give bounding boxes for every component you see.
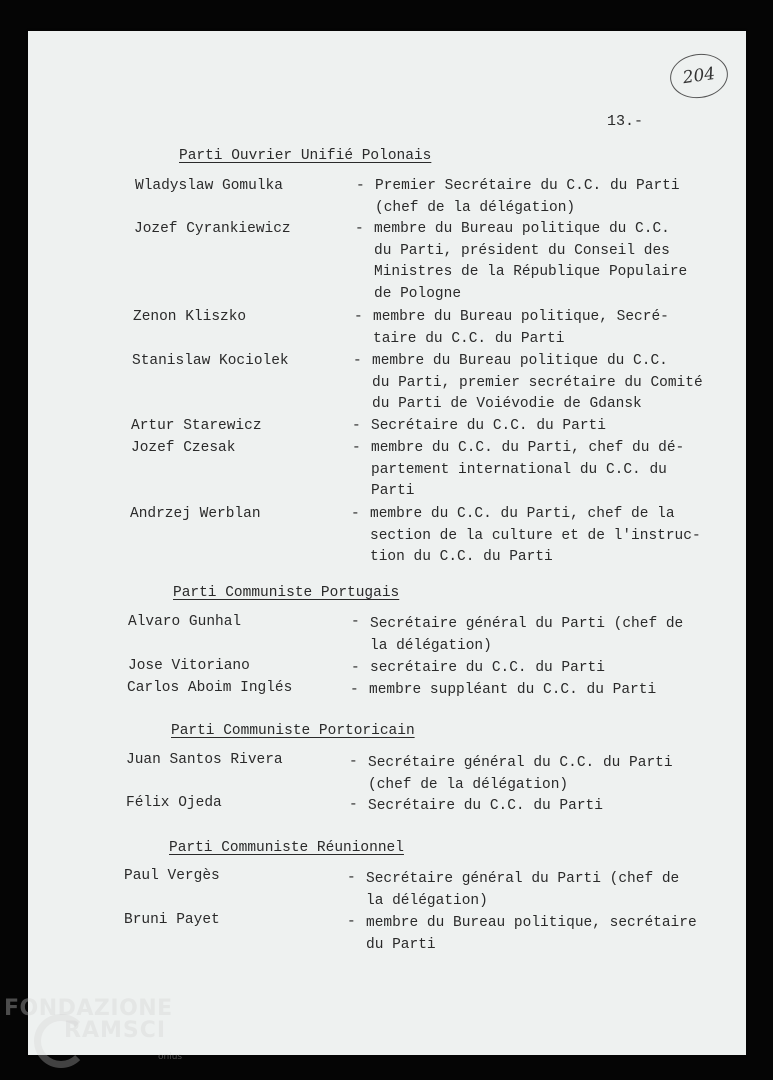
member-role: membre du Bureau politique, Secré- taire du C.C. du Parti	[373, 309, 669, 347]
member-name: Carlos Aboim Inglés	[127, 680, 293, 696]
member-role: Premier Secrétaire du C.C. du Parti (chef de la délégation)	[375, 178, 680, 216]
dash: -	[350, 682, 359, 698]
member-name: Jozef Cyrankiewicz	[134, 221, 291, 237]
dash: -	[352, 440, 361, 456]
member-role: membre suppléant du C.C. du Parti	[369, 682, 657, 698]
member-role: membre du Bureau politique du C.C. du Parti, président du Conseil des Ministres de la République Populaire de Pologne	[374, 221, 688, 303]
fondazione-gramsci-watermark: FONDAZIONE RAMSCI onlus	[4, 996, 204, 1076]
dash: -	[355, 221, 364, 237]
member-role: Secrétaire général du Parti (chef de la délégation)	[366, 871, 680, 909]
dash: -	[349, 797, 358, 813]
member-name: Jose Vitoriano	[128, 658, 250, 674]
dash: -	[352, 418, 361, 434]
dash: -	[356, 178, 365, 194]
member-name: Paul Vergès	[124, 868, 220, 884]
member-role: membre du C.C. du Parti, chef du dé- partement international du C.C. du Parti	[371, 440, 685, 500]
member-role: Secrétaire du C.C. du Parti	[371, 418, 606, 434]
dash: -	[351, 506, 360, 522]
member-name: Bruni Payet	[124, 912, 220, 928]
member-role: membre du C.C. du Parti, chef de la section de la culture et de l'instruc- tion du C.C. du Parti	[370, 506, 701, 566]
section-heading: Parti Ouvrier Unifié Polonais	[179, 148, 432, 164]
dash: -	[347, 914, 356, 930]
member-name: Wladyslaw Gomulka	[135, 178, 283, 194]
section-heading: Parti Communiste Portoricain	[171, 723, 415, 739]
dash: -	[347, 870, 356, 886]
section-heading: Parti Communiste Réunionnel	[169, 840, 404, 856]
member-role: secrétaire du C.C. du Parti	[370, 660, 605, 676]
dash: -	[351, 614, 360, 630]
member-name: Jozef Czesak	[131, 440, 236, 456]
dash: -	[354, 309, 363, 325]
member-role: membre du Bureau politique, secrétaire du Parti	[366, 915, 697, 953]
member-role: Secrétaire général du C.C. du Parti (chef de la délégation)	[368, 755, 673, 793]
member-role: membre du Bureau politique du C.C. du Parti, premier secrétaire du Comité du Parti de Voiévodie de Gdansk	[372, 353, 703, 413]
page-number: 13.-	[607, 113, 644, 130]
member-name: Juan Santos Rivera	[126, 752, 283, 768]
member-name: Zenon Kliszko	[133, 309, 247, 325]
member-name: Félix Ojeda	[126, 795, 222, 811]
member-role: Secrétaire général du Parti (chef de la délégation)	[370, 616, 684, 654]
section-heading: Parti Communiste Portugais	[173, 585, 400, 601]
member-name: Andrzej Werblan	[130, 506, 261, 522]
archive-number-annotation: 204	[667, 50, 731, 102]
member-name: Alvaro Gunhal	[128, 614, 242, 630]
member-name: Stanislaw Kociolek	[132, 353, 289, 369]
dash: -	[351, 660, 360, 676]
dash: -	[353, 353, 362, 369]
member-name: Artur Starewicz	[131, 418, 262, 434]
member-role: Secrétaire du C.C. du Parti	[368, 798, 603, 814]
dash: -	[349, 754, 358, 770]
